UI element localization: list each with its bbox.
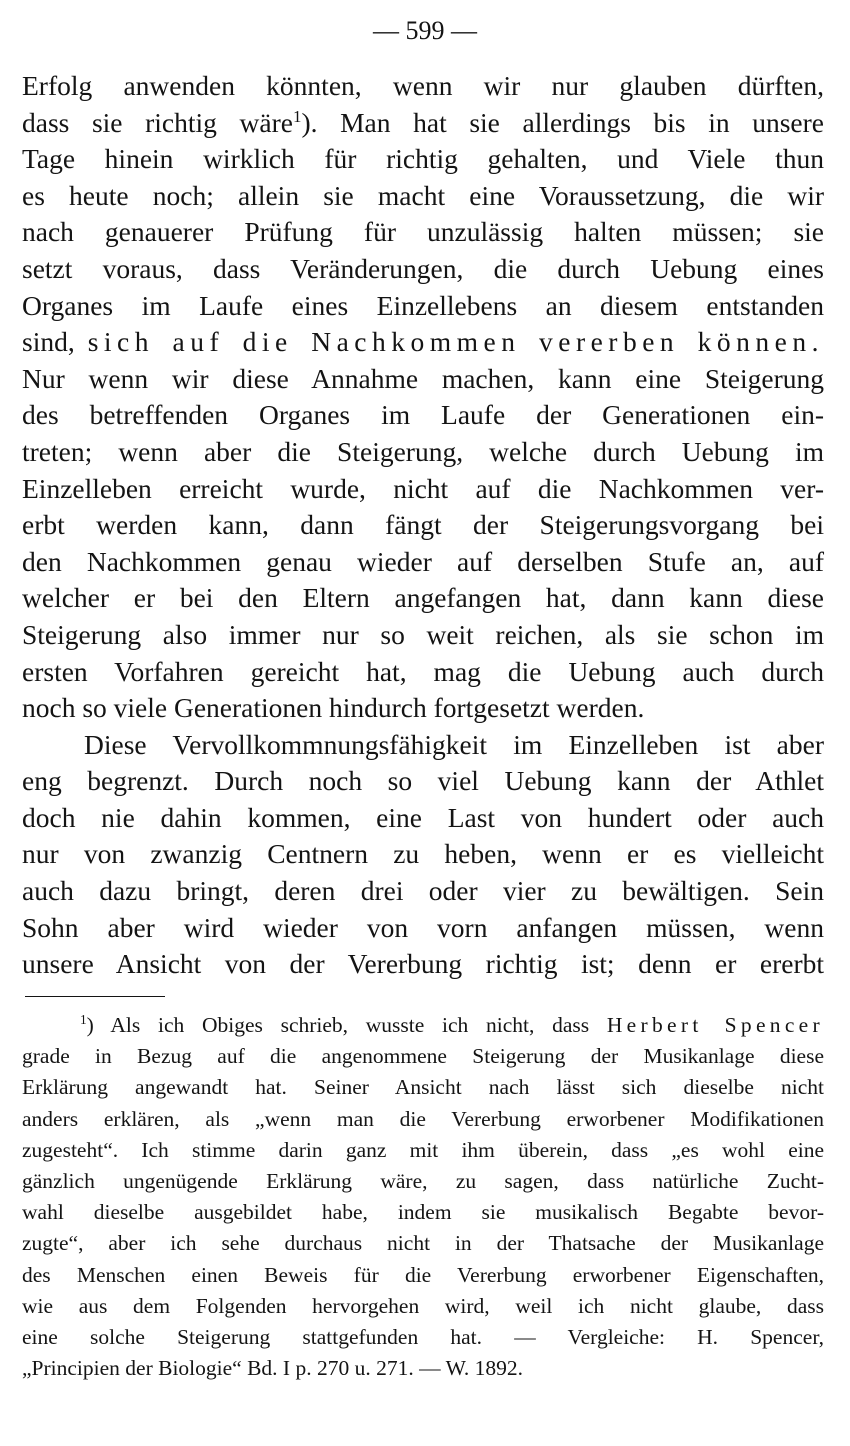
footnote-line: Erklärung angewandt hat. Seiner Ansicht nach lässt sich dieselbe nicht — [22, 1075, 824, 1100]
text-line: nach genauerer Prüfung für unzulässig halten müssen; sie — [22, 216, 824, 248]
text-line: Steigerung also immer nur so weit reichen, als sie schon im — [22, 618, 824, 650]
emphasized-phrase: sich auf die Nachkommen vererben können. — [87, 326, 824, 358]
text-line: noch so viele Generationen hindurch fortgesetzt werden. — [22, 692, 645, 724]
text-line: nur von zwanzig Centnern zu heben, wenn er es vielleicht — [22, 838, 824, 870]
footnote-line: „Principien der Biologie“ Bd. I p. 270 u. 271. — W. 1892. — [22, 1356, 524, 1381]
text-line: doch nie dahin kommen, eine Last von hundert oder auch — [22, 801, 824, 833]
text-line: des betreffenden Organes im Laufe der Generationen ein- — [22, 399, 824, 431]
text-line: erbt werden kann, dann fängt der Steigerungsvorgang bei — [22, 509, 824, 541]
text-line: treten; wenn aber die Steigerung, welche durch Uebung im — [22, 435, 824, 467]
footnote-line: des Menschen einen Beweis für die Vererbung erworbener Eigenschaften, — [22, 1262, 824, 1287]
footnote-line: gänzlich ungenügende Erklärung wäre, zu sagen, dass natürliche Zucht- — [22, 1168, 824, 1193]
text-line: auch dazu bringt, deren drei oder vier zu bewältigen. Sein — [22, 875, 824, 907]
text-line: den Nachkommen genau wieder auf derselben Stufe an, auf — [22, 545, 824, 577]
footnote-line: eine solche Steigerung stattgefunden hat. — Vergleiche: H. Spencer, — [22, 1324, 824, 1349]
emphasized-name: Herbert Spencer — [606, 1013, 824, 1037]
text-line: es heute noch; allein sie macht eine Voraussetzung, die wir — [22, 179, 824, 211]
text-line: sind, sich auf die Nachkommen vererben können. — [22, 326, 824, 358]
text-line: Einzelleben erreicht wurde, nicht auf die Nachkommen ver- — [22, 472, 824, 504]
footnote — [22, 1010, 824, 1384]
text-line: Sohn aber wird wieder von vorn anfangen müssen, wenn — [22, 911, 824, 943]
footnote-line: $^1$) Als ich Obiges schrieb, wusste ich nicht, dass Herbert Spencer — [80, 1011, 824, 1037]
main-text — [22, 68, 824, 983]
footnote-separator — [25, 996, 165, 997]
text-line: ersten Vorfahren gereicht hat, mag die Uebung auch durch — [22, 655, 824, 687]
footnote-line: zugesteht“. Ich stimme darin ganz mit ihm überein, dass „es wohl eine — [22, 1137, 824, 1162]
text-line: dass sie richtig wäre$^1$). Man hat sie allerdings bis in unsere — [22, 106, 825, 138]
text-line: Erfolg anwenden könnten, wenn wir nur glauben dürften, — [22, 70, 824, 101]
text-line: Diese Vervollkommnungsfähigkeit im Einzelleben ist aber — [84, 728, 824, 760]
footnote-line: zugte“, aber ich sehe durchaus nicht in der Thatsache der Musikanlage — [22, 1231, 824, 1256]
footnote-reference: 1 — [292, 106, 302, 126]
footnote-marker: 1 — [80, 1011, 87, 1027]
footnote-line: wahl dieselbe ausgebildet habe, indem sie musikalisch Begabte bevor- — [22, 1200, 824, 1225]
text-line: eng begrenzt. Durch noch so viel Uebung kann der Athlet — [22, 765, 824, 797]
text-line: Tage hinein wirklich für richtig gehalten, und Viele thun — [22, 143, 824, 175]
text-line: setzt voraus, dass Veränderungen, die durch Uebung eines — [22, 252, 824, 284]
text-line: Organes im Laufe eines Einzellebens an diesem entstanden — [22, 289, 824, 321]
footnote-line: wie aus dem Folgenden hervorgehen wird, weil ich nicht glaube, dass — [22, 1293, 824, 1318]
text-line: Nur wenn wir diese Annahme machen, kann eine Steigerung — [22, 362, 824, 394]
page-number: — 599 — — [373, 16, 477, 45]
footnote-line: anders erklären, als „wenn man die Vererbung erworbener Modifikationen — [22, 1106, 824, 1131]
text-line: welcher er bei den Eltern angefangen hat, dann kann diese — [22, 582, 824, 614]
footnote-line: grade in Bezug auf die angenommene Steigerung der Musikanlage diese — [22, 1044, 824, 1069]
text-line: unsere Ansicht von der Vererbung richtig ist; denn er ererbt — [22, 948, 824, 980]
